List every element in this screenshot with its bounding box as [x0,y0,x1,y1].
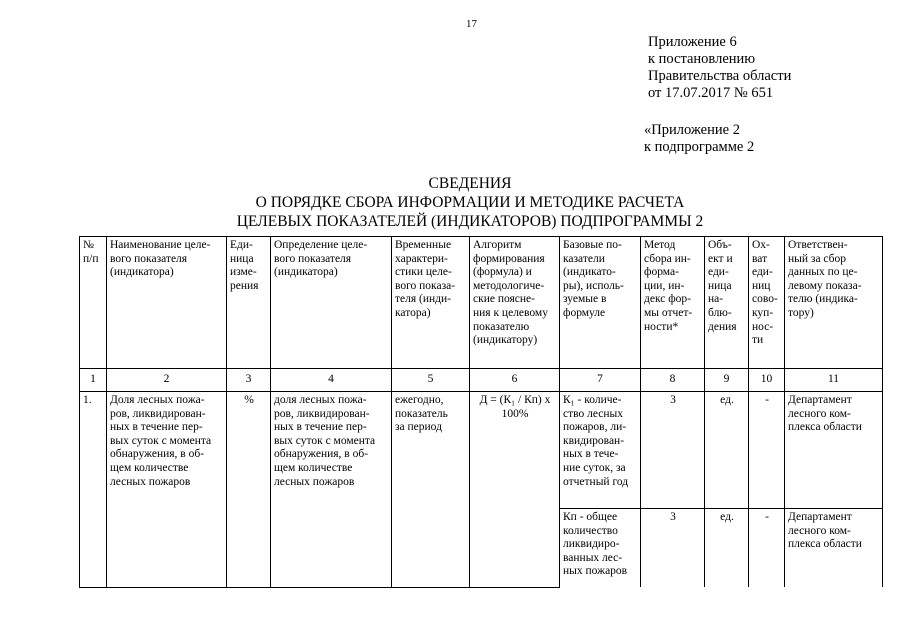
appendix-reference-line: к подпрограмме 2 [644,139,755,155]
cell-object: ед. [705,392,749,509]
header-cell-coverage: Ох- ват еди- ниц сово- куп- нос- ти [749,237,785,369]
column-number: 2 [107,369,227,392]
title-line: СВЕДЕНИЯ [428,175,512,192]
header-cell-definition: Определение целе- вого показателя (индикатора) [271,237,392,369]
resolution-header [648,34,791,102]
cell-method: 3 [641,392,705,509]
column-number: 1 [80,369,107,392]
appendix-reference [644,122,754,156]
title-line: ЦЕЛЕВЫХ ПОКАЗАТЕЛЕЙ (ИНДИКАТОРОВ) ПОДПРОГРАММЫ 2 [236,213,704,230]
column-number: 5 [392,369,470,392]
cell-number: 1. [80,392,107,588]
column-number: 3 [227,369,271,392]
cell-method: 3 [641,509,705,588]
column-number-row [80,369,883,392]
column-number: 4 [271,369,392,392]
table-row [80,392,883,509]
appendix-reference-line: «Приложение 2 [644,122,740,138]
header-cell-time: Временные характери- стики целе- вого показа- теля (инди- катора) [392,237,470,369]
cell-name: Доля лесных пожа- ров, ликвидирован- ных в течение пер- вых суток с момента обнаружения, в об- щем количестве лесных пожаров [107,392,227,588]
column-number: 8 [641,369,705,392]
header-cell-name: Наименование целе- вого показателя (индикатора) [107,237,227,369]
indicators-table [79,236,883,588]
column-number: 10 [749,369,785,392]
cell-coverage: - [749,509,785,588]
header-cell-unit: Еди- ница изме- рения [227,237,271,369]
column-number: 9 [705,369,749,392]
resolution-header-line: от 17.07.2017 № 651 [648,85,774,101]
column-number: 7 [560,369,641,392]
cell-object: ед. [705,509,749,588]
cell-coverage: - [749,392,785,509]
cell-base: К₁ - количе- ство лесных пожаров, ли- квидирован- ных в тече- ние суток, за отчетный год [560,392,641,509]
resolution-header-line: к постановлению [648,51,756,67]
resolution-header-line: Приложение 6 [648,34,737,50]
header-cell-base: Базовые по- казатели (индикато- ры), исполь- зуемые в формуле [560,237,641,369]
title-line: О ПОРЯДКЕ СБОРА ИНФОРМАЦИИ И МЕТОДИКЕ РАСЧЕТА [255,194,685,211]
column-number: 11 [785,369,883,392]
table-header-row [80,237,883,369]
header-cell-number: № п/п [80,237,107,369]
document-title [120,174,820,231]
cell-responsible: Департамент лесного ком- плекса области [785,509,883,588]
cell-definition: доля лесных пожа- ров, ликвидирован- ных в течение пер- вых суток с момента обнаружения, в об- щем количестве лесных пожаров [271,392,392,588]
cell-base: Кп - общее количество ликвидиро- ванных лес- ных пожаров [560,509,641,588]
page-number: 17 [466,18,477,30]
resolution-header-line: Правительства области [648,68,792,84]
cell-time: ежегодно, показатель за период [392,392,470,588]
header-cell-formula: Алгоритм формирования (формула) и методологиче- ские поясне- ния к целевому показателю (индикатору) [470,237,560,369]
cell-formula: Д = (К₁ / Кп) х 100% [470,392,560,588]
cell-responsible: Департамент лесного ком- плекса области [785,392,883,509]
column-number: 6 [470,369,560,392]
header-cell-method: Метод сбора ин- форма- ции, ин- декс фор- мы отчет- ности* [641,237,705,369]
header-cell-responsible: Ответствен- ный за сбор данных по це- левому показа- телю (индика- тору) [785,237,883,369]
cell-unit: % [227,392,271,588]
header-cell-object: Объ- ект и еди- ница на- блю- дения [705,237,749,369]
